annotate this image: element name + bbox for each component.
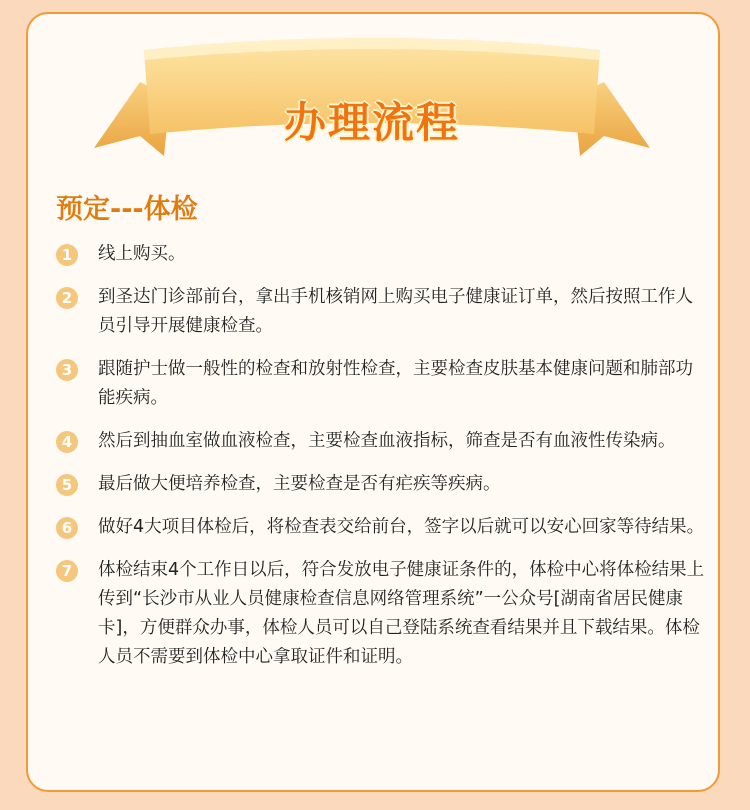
step-text: 跟随护士做一般性的检查和放射性检查，主要检查皮肤基本健康问题和肺部功能疾病。: [98, 359, 693, 408]
step-text: 然后到抽血室做血液检查，主要检查血液指标，筛查是否有血液性传染病。: [98, 431, 676, 451]
step-number-badge: 4: [56, 431, 78, 453]
step-item: [56, 427, 706, 456]
steps-list: [56, 240, 706, 686]
step-item: [56, 513, 706, 542]
step-number-badge: 1: [56, 244, 78, 266]
step-item: [56, 355, 706, 413]
step-item: [56, 283, 706, 341]
step-item: [56, 556, 706, 672]
step-number-badge: 5: [56, 474, 78, 496]
banner-title: 办理流程: [283, 98, 460, 147]
step-text: 线上购买。: [98, 244, 186, 264]
step-number-badge: 3: [56, 359, 78, 381]
step-number-badge: 7: [56, 560, 78, 582]
step-item: [56, 240, 706, 269]
title-ribbon: [94, 30, 650, 160]
step-text: 到圣达门诊部前台，拿出手机核销网上购买电子健康证订单，然后按照工作人员引导开展健康检查。: [98, 287, 693, 336]
step-text: 最后做大便培养检查，主要检查是否有疟疾等疾病。: [98, 474, 501, 494]
section-title: 预定---体检: [56, 194, 198, 225]
step-number-badge: 2: [56, 287, 78, 309]
step-item: [56, 470, 706, 499]
step-text: 做好4大项目体检后，将检查表交给前台，签字以后就可以安心回家等待结果。: [98, 517, 705, 537]
step-number-badge: 6: [56, 517, 78, 539]
step-text: 体检结束4个工作日以后，符合发放电子健康证条件的，体检中心将体检结果上传到“长沙市从业人员健康检查信息网络管理系统”一公众号[湖南省居民健康卡]，方便群众办事，体检人员可以自己登陆系统查看结果并且下载结果。体检人员不需要到体检中心拿取证件和证明。: [98, 560, 705, 667]
